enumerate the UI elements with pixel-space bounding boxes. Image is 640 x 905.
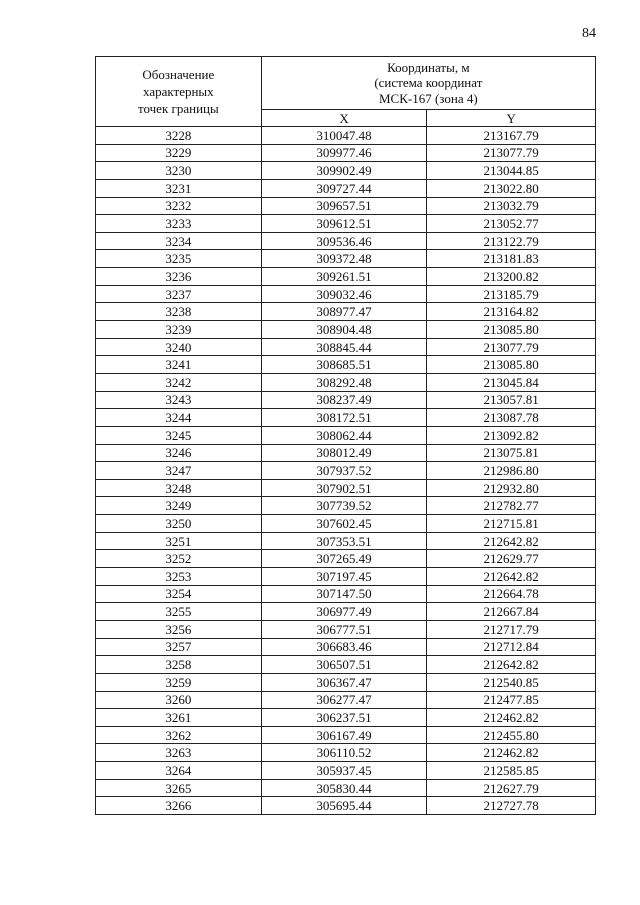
- y-coordinate-cell: 213092.82: [427, 426, 596, 444]
- point-id-cell: 3253: [96, 568, 262, 586]
- table-row: [96, 285, 596, 303]
- x-coordinate-cell: 309977.46: [261, 144, 427, 162]
- y-coordinate-cell: 213164.82: [427, 303, 596, 321]
- point-id-cell: 3250: [96, 515, 262, 533]
- coordinates-header-line-2: (система координат: [374, 75, 483, 91]
- x-coordinate-cell: 306507.51: [261, 656, 427, 674]
- table-row: [96, 497, 596, 515]
- point-id-cell: 3258: [96, 656, 262, 674]
- y-coordinate-cell: 213122.79: [427, 232, 596, 250]
- point-id-cell: 3241: [96, 356, 262, 374]
- x-coordinate-cell: 309902.49: [261, 162, 427, 180]
- point-id-cell: 3233: [96, 215, 262, 233]
- x-coordinate-cell: 307147.50: [261, 585, 427, 603]
- y-coordinate-cell: 213032.79: [427, 197, 596, 215]
- point-id-cell: 3231: [96, 179, 262, 197]
- y-coordinate-cell: 213181.83: [427, 250, 596, 268]
- x-coordinate-cell: 309536.46: [261, 232, 427, 250]
- x-coordinate-cell: 309032.46: [261, 285, 427, 303]
- x-coordinate-cell: 308845.44: [261, 338, 427, 356]
- designation-header-line-2: характерных: [143, 84, 214, 99]
- point-id-cell: 3229: [96, 144, 262, 162]
- y-coordinate-cell: 212642.82: [427, 568, 596, 586]
- x-coordinate-cell: 305937.45: [261, 762, 427, 780]
- y-coordinate-cell: 212642.82: [427, 532, 596, 550]
- table-row: [96, 779, 596, 797]
- x-coordinate-cell: 308012.49: [261, 444, 427, 462]
- y-coordinate-cell: 212932.80: [427, 479, 596, 497]
- x-coordinate-cell: 307739.52: [261, 497, 427, 515]
- table-row: [96, 303, 596, 321]
- point-id-cell: 3259: [96, 673, 262, 691]
- point-id-cell: 3252: [96, 550, 262, 568]
- y-coordinate-cell: 213185.79: [427, 285, 596, 303]
- y-coordinate-cell: 212727.78: [427, 797, 596, 815]
- point-id-cell: 3254: [96, 585, 262, 603]
- table-row: [96, 373, 596, 391]
- y-coordinate-cell: 213167.79: [427, 127, 596, 145]
- designation-header-line-3: точек границы: [137, 101, 219, 116]
- page-number: 84: [582, 26, 596, 41]
- y-coordinate-cell: 213045.84: [427, 373, 596, 391]
- table-row: [96, 762, 596, 780]
- x-coordinate-cell: 306977.49: [261, 603, 427, 621]
- y-coordinate-cell: 213200.82: [427, 268, 596, 286]
- table-row: [96, 409, 596, 427]
- x-coordinate-cell: 309261.51: [261, 268, 427, 286]
- point-id-cell: 3263: [96, 744, 262, 762]
- y-coordinate-cell: 212986.80: [427, 462, 596, 480]
- coordinates-header-line-3: МСК-167 (зона 4): [379, 90, 478, 106]
- point-id-cell: 3234: [96, 232, 262, 250]
- point-id-cell: 3235: [96, 250, 262, 268]
- table-row: [96, 356, 596, 374]
- table-row: [96, 391, 596, 409]
- point-id-cell: 3244: [96, 409, 262, 427]
- point-id-cell: 3230: [96, 162, 262, 180]
- x-coordinate-cell: 306683.46: [261, 638, 427, 656]
- point-id-cell: 3242: [96, 373, 262, 391]
- x-coordinate-cell: 309612.51: [261, 215, 427, 233]
- y-coordinate-cell: 212712.84: [427, 638, 596, 656]
- table-row: [96, 726, 596, 744]
- table-row: [96, 532, 596, 550]
- y-coordinate-cell: 212462.82: [427, 709, 596, 727]
- x-coordinate-cell: 310047.48: [261, 127, 427, 145]
- point-id-cell: 3228: [96, 127, 262, 145]
- point-id-cell: 3257: [96, 638, 262, 656]
- y-coordinate-cell: 212629.77: [427, 550, 596, 568]
- x-coordinate-cell: 306367.47: [261, 673, 427, 691]
- table-row: [96, 162, 596, 180]
- table-row: [96, 656, 596, 674]
- y-coordinate-cell: 213044.85: [427, 162, 596, 180]
- coordinates-table: [95, 56, 596, 815]
- point-id-cell: 3251: [96, 532, 262, 550]
- table-row: [96, 709, 596, 727]
- table-row: [96, 215, 596, 233]
- point-id-cell: 3245: [96, 426, 262, 444]
- designation-header-line-1: Обозначение: [142, 67, 215, 82]
- table-row: [96, 479, 596, 497]
- coordinates-header: [261, 57, 595, 110]
- designation-header: [96, 57, 262, 127]
- y-coordinate-cell: 212664.78: [427, 585, 596, 603]
- table-row: [96, 144, 596, 162]
- table-row: [96, 426, 596, 444]
- point-id-cell: 3248: [96, 479, 262, 497]
- x-coordinate-cell: 305695.44: [261, 797, 427, 815]
- point-id-cell: 3243: [96, 391, 262, 409]
- x-coordinate-cell: 308977.47: [261, 303, 427, 321]
- point-id-cell: 3255: [96, 603, 262, 621]
- x-coordinate-cell: 307902.51: [261, 479, 427, 497]
- y-coordinate-cell: 213085.80: [427, 356, 596, 374]
- y-column-header: Y: [427, 110, 596, 127]
- table-row: [96, 321, 596, 339]
- y-coordinate-cell: 213085.80: [427, 321, 596, 339]
- table-row: [96, 585, 596, 603]
- y-coordinate-cell: 212717.79: [427, 620, 596, 638]
- point-id-cell: 3246: [96, 444, 262, 462]
- x-coordinate-cell: 308062.44: [261, 426, 427, 444]
- point-id-cell: 3240: [96, 338, 262, 356]
- x-coordinate-cell: 305830.44: [261, 779, 427, 797]
- y-coordinate-cell: 212477.85: [427, 691, 596, 709]
- table-row: [96, 179, 596, 197]
- x-coordinate-cell: 308685.51: [261, 356, 427, 374]
- point-id-cell: 3265: [96, 779, 262, 797]
- y-coordinate-cell: 212642.82: [427, 656, 596, 674]
- x-column-header: X: [261, 110, 427, 127]
- y-coordinate-cell: 212715.81: [427, 515, 596, 533]
- table-row: [96, 797, 596, 815]
- x-coordinate-cell: 307602.45: [261, 515, 427, 533]
- point-id-cell: 3262: [96, 726, 262, 744]
- x-coordinate-cell: 308172.51: [261, 409, 427, 427]
- table-row: [96, 444, 596, 462]
- y-coordinate-cell: 212627.79: [427, 779, 596, 797]
- point-id-cell: 3256: [96, 620, 262, 638]
- x-coordinate-cell: 307265.49: [261, 550, 427, 568]
- table-row: [96, 268, 596, 286]
- x-coordinate-cell: 307937.52: [261, 462, 427, 480]
- table-row: [96, 620, 596, 638]
- y-coordinate-cell: 212667.84: [427, 603, 596, 621]
- table-body: [96, 127, 596, 815]
- point-id-cell: 3237: [96, 285, 262, 303]
- table-row: [96, 568, 596, 586]
- point-id-cell: 3232: [96, 197, 262, 215]
- y-coordinate-cell: 213022.80: [427, 179, 596, 197]
- table-row: [96, 744, 596, 762]
- table-row: [96, 638, 596, 656]
- y-coordinate-cell: 213077.79: [427, 144, 596, 162]
- x-coordinate-cell: 306237.51: [261, 709, 427, 727]
- table-row: [96, 603, 596, 621]
- point-id-cell: 3261: [96, 709, 262, 727]
- y-coordinate-cell: 213075.81: [427, 444, 596, 462]
- table-row: [96, 673, 596, 691]
- x-coordinate-cell: 308292.48: [261, 373, 427, 391]
- table-row: [96, 515, 596, 533]
- table-row: [96, 338, 596, 356]
- point-id-cell: 3236: [96, 268, 262, 286]
- y-coordinate-cell: 212462.82: [427, 744, 596, 762]
- x-coordinate-cell: 309727.44: [261, 179, 427, 197]
- point-id-cell: 3249: [96, 497, 262, 515]
- y-coordinate-cell: 212585.85: [427, 762, 596, 780]
- y-coordinate-cell: 213087.78: [427, 409, 596, 427]
- point-id-cell: 3260: [96, 691, 262, 709]
- x-coordinate-cell: 308237.49: [261, 391, 427, 409]
- x-coordinate-cell: 308904.48: [261, 321, 427, 339]
- x-coordinate-cell: 307197.45: [261, 568, 427, 586]
- x-coordinate-cell: 306110.52: [261, 744, 427, 762]
- y-coordinate-cell: 212455.80: [427, 726, 596, 744]
- x-coordinate-cell: 307353.51: [261, 532, 427, 550]
- y-coordinate-cell: 213057.81: [427, 391, 596, 409]
- table-row: [96, 127, 596, 145]
- point-id-cell: 3247: [96, 462, 262, 480]
- table-row: [96, 550, 596, 568]
- table-row: [96, 232, 596, 250]
- x-coordinate-cell: 309372.48: [261, 250, 427, 268]
- point-id-cell: 3264: [96, 762, 262, 780]
- y-coordinate-cell: 213077.79: [427, 338, 596, 356]
- point-id-cell: 3239: [96, 321, 262, 339]
- table-row: [96, 691, 596, 709]
- y-coordinate-cell: 212540.85: [427, 673, 596, 691]
- x-coordinate-cell: 306167.49: [261, 726, 427, 744]
- x-coordinate-cell: 309657.51: [261, 197, 427, 215]
- table-row: [96, 462, 596, 480]
- coordinates-header-line-1: Координаты, м: [387, 59, 470, 75]
- table-row: [96, 250, 596, 268]
- point-id-cell: 3238: [96, 303, 262, 321]
- table-row: [96, 197, 596, 215]
- x-coordinate-cell: 306777.51: [261, 620, 427, 638]
- y-coordinate-cell: 213052.77: [427, 215, 596, 233]
- x-coordinate-cell: 306277.47: [261, 691, 427, 709]
- point-id-cell: 3266: [96, 797, 262, 815]
- y-coordinate-cell: 212782.77: [427, 497, 596, 515]
